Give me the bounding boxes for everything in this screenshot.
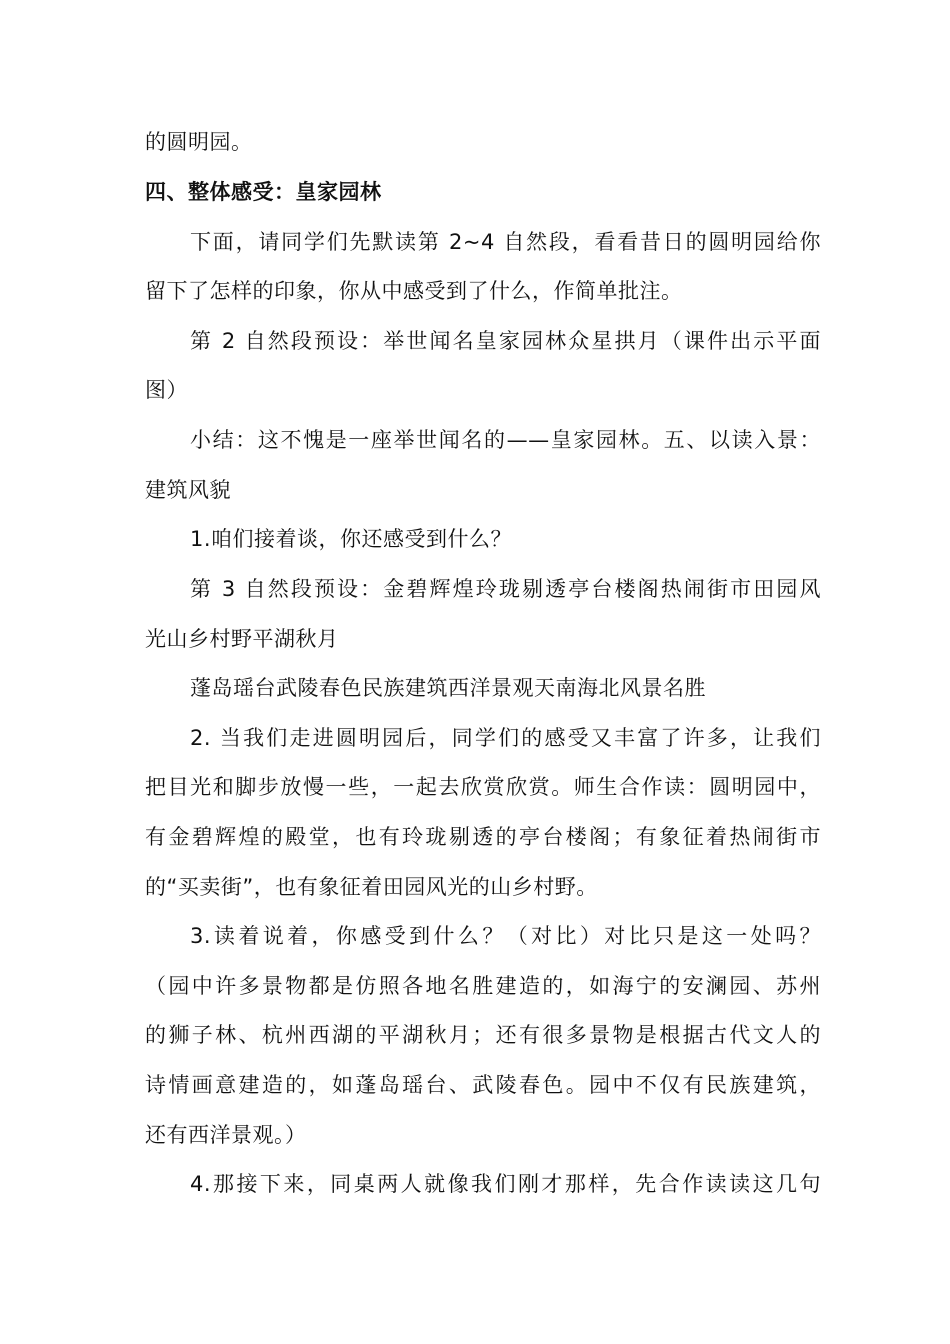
text-line: 2. 当我们走进圆明园后，同学们的感受又丰富了许多，让我们 <box>190 726 821 750</box>
text-line: 留下了怎样的印象，你从中感受到了什么，作简单批注。 <box>145 279 683 303</box>
text-line: 有金碧辉煌的殿堂，也有玲珑剔透的亭台楼阁；有象征着热闹街市 <box>145 825 821 849</box>
text-line: 图） <box>145 378 188 402</box>
text-line: 1.咱们接着谈，你还感受到什么？ <box>190 527 513 551</box>
text-line: 建筑风貌 <box>145 478 231 502</box>
text-line: 第 2 自然段预设：举世闻名皇家园林众星拱月（课件出示平面 <box>190 329 821 353</box>
section-heading: 四、整体感受：皇家园林 <box>145 180 382 204</box>
text-line: 蓬岛瑶台武陵春色民族建筑西洋景观天南海北风景名胜 <box>190 676 706 700</box>
text-line: 下面，请同学们先默读第 2~4 自然段，看看昔日的圆明园给你 <box>190 230 821 254</box>
text-line: 的狮子林、杭州西湖的平湖秋月；还有很多景物是根据古代文人的 <box>145 1023 821 1047</box>
text-line: 第 3 自然段预设：金碧辉煌玲珑剔透亭台楼阁热闹街市田园风 <box>190 577 821 601</box>
text-line: 的圆明园。 <box>145 130 253 154</box>
text-line: 把目光和脚步放慢一些，一起去欣赏欣赏。师生合作读：圆明园中， <box>145 775 821 799</box>
text-line: （园中许多景物都是仿照各地名胜建造的，如海宁的安澜园、苏州 <box>145 974 821 998</box>
text-line: 的“买卖街”，也有象征着田园风光的山乡村野。 <box>145 875 598 899</box>
text-line: 3.读着说着，你感受到什么？（对比）对比只是这一处吗？ <box>190 924 821 948</box>
text-line: 还有西洋景观。） <box>145 1123 307 1147</box>
text-line: 光山乡村野平湖秋月 <box>145 627 339 651</box>
text-line: 4.那接下来，同桌两人就像我们刚才那样，先合作读读这几句 <box>190 1172 821 1196</box>
text-line: 小结：这不愧是一座举世闻名的——皇家园林。五、以读入景： <box>190 428 821 452</box>
text-line: 诗情画意建造的，如蓬岛瑶台、武陵春色。园中不仅有民族建筑， <box>145 1073 821 1097</box>
